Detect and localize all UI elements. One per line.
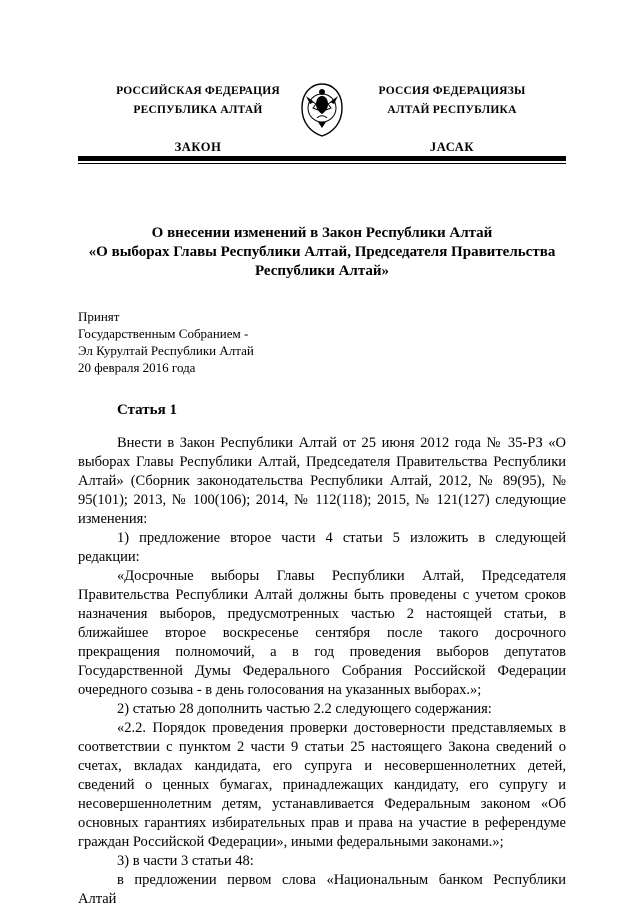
- header-right: [362, 82, 542, 157]
- header-left-doctype: ЗАКОН: [174, 140, 222, 154]
- article-title: Статья 1: [117, 402, 177, 418]
- header-left-republic: РЕСПУБЛИКА АЛТАЙ: [133, 104, 263, 116]
- header-right-republic: АЛТАЙ РЕСПУБЛИКА: [387, 104, 517, 116]
- article-paragraph: 2) статью 28 дополнить частью 2.2 следующего содержания:: [117, 701, 492, 717]
- article-paragraph: «Досрочные выборы Главы Республики Алтай, Председателя Правительства Республики Алтай должны быть проведены с учетом сроков назначения выборов, предусмотренных частью 2 настоящей статьи, в ближайшее второе воскресенье сентября после такого досрочного прекращения полномочий, а в год проведения выборов депутатов Государственной Думы Федерального Собрания Российской Федерации очередного созыва - в день голосования на указанных выборах.»;: [78, 568, 566, 698]
- header-divider-thin: [78, 163, 566, 164]
- law-title-line: «О выборах Главы Республики Алтай, Председателя Правительства: [88, 244, 556, 260]
- header-left-country: РОССИЙСКАЯ ФЕДЕРАЦИЯ: [116, 85, 280, 97]
- article-paragraph: Внести в Закон Республики Алтай от 25 июня 2012 года № 35-РЗ «О выборах Главы Республики Алтай, Председателя Правительства Республики Алтай» (Сборник законодательства Республики Алтай, 2012, № 89(95), № 95(101); 2013, № 100(106); 2014, № 112(118); 2015, № 121(127) следующие изменения:: [78, 435, 566, 527]
- header-divider-thick: [78, 156, 566, 161]
- law-title-line: Республики Алтай»: [254, 263, 390, 279]
- article-paragraph: 3) в части 3 статьи 48:: [117, 853, 254, 869]
- header-right-country: РОССИЯ ФЕДЕРАЦИЯЗЫ: [378, 85, 526, 97]
- adoption-line: Принят: [78, 309, 120, 324]
- article-paragraph: «2.2. Порядок проведения проверки достоверности представляемых в соответствии с пунктом 2 части 9 статьи 25 настоящего Закона сведений о счетах, вкладах кандидата, его супруга и несовершеннолетних детей, сведений о ценных бумагах, принадлежащих кандидату, его супругу и несовершеннолетним детям, устанавливается Федеральным законом «Об основных гарантиях избирательных прав и права на участие в референдуме граждан Российской Федерации», иными федеральными законами.»;: [78, 720, 566, 850]
- law-title: [78, 224, 566, 281]
- adoption-date: 20 февраля 2016 года: [78, 360, 196, 375]
- header-right-doctype: ЈАСАК: [429, 140, 475, 154]
- law-title-line: О внесении изменений в Закон Республики Алтай: [151, 225, 493, 241]
- adoption-block: [78, 308, 254, 376]
- adoption-line: Эл Курултай Республики Алтай: [78, 343, 254, 358]
- article-paragraph: 1) предложение второе части 4 статьи 5 изложить в следующей редакции:: [78, 530, 566, 565]
- article-body: [78, 434, 566, 909]
- republic-altai-coat-of-arms-icon: [296, 78, 348, 140]
- adoption-line: Государственным Собранием -: [78, 326, 249, 341]
- header-left: [108, 82, 288, 157]
- article-paragraph: в предложении первом слова «Национальным банком Республики Алтай: [78, 872, 566, 907]
